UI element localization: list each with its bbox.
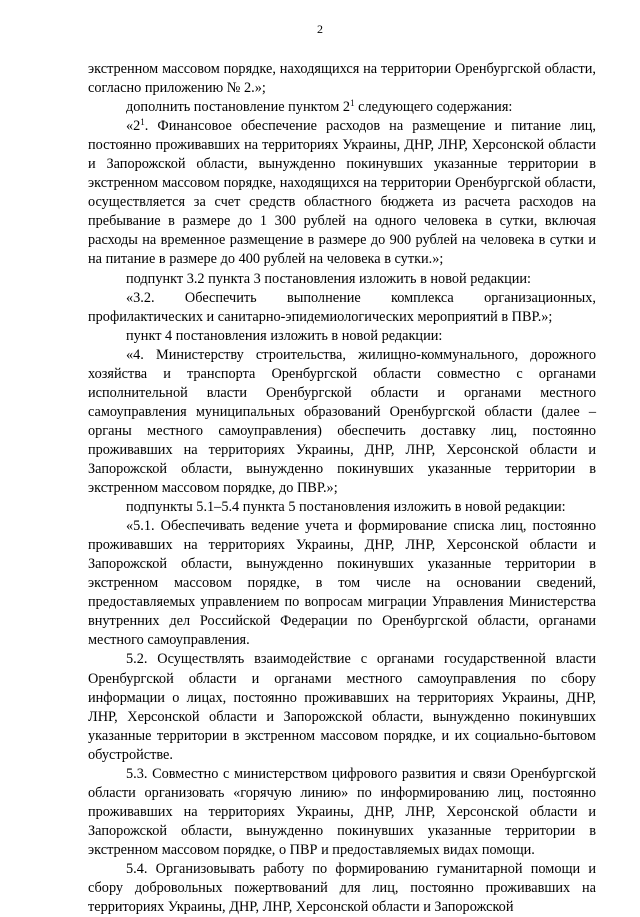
paragraph-text: дополнить постановление пунктом 2	[126, 99, 351, 116]
paragraph-subpoint-5-1: «5.1. Обеспечивать ведение учета и формирование списка лиц, постоянно проживавших на территориях Украины, ДНР, ЛНР, Херсонской области и Запорожской области, вынужденно покинувших указанные территории в экстренном массовом порядке, в том числе на основании сведений, предоставляемых управлением по вопросам миграции Управления Министерства внутренних дел Российской Федерации по Оренбургской области, органами местного самоуправления.	[88, 518, 596, 649]
paragraph-point-4-intro: пункт 4 постановления изложить в новой редакции:	[126, 327, 443, 344]
paragraph-subpoint-5-4: 5.4. Организовывать работу по формированию гуманитарной помощи и сбору добровольных пожертвований для лиц, постоянно проживавших на территориях Украины, ДНР, ЛНР, Херсонской области и Запорожской	[88, 860, 596, 916]
document-body	[88, 60, 596, 917]
paragraph-text: следующего содержания:	[354, 99, 513, 116]
paragraph-point-2-1	[88, 117, 596, 269]
paragraph-add-point	[88, 98, 596, 117]
paragraph-continuation: экстренном массовом порядке, находящихся на территории Оренбургской области, согласно приложению № 2.»;	[88, 61, 596, 97]
paragraph-subpoint-5-2: 5.2. Осуществлять взаимодействие с органами государственной власти Оренбургской области и органами местного самоуправления по сбору информации о лицах, постоянно проживавших на территориях Украины, ДНР, ЛНР, Херсонской области и Запорожской области, вынужденно покинувших указанные территории в экстренном массовом порядке, и их социально-бытовом обустройстве.	[88, 651, 596, 763]
paragraph-subpoint-3-2-intro: подпункт 3.2 пункта 3 постановления изложить в новой редакции:	[126, 270, 532, 287]
paragraph-subpoint-5-3: 5.3. Совместно с министерством цифрового развития и связи Оренбургской области организовать «горячую линию» по информированию лиц, постоянно проживавших на территориях Украины, ДНР, ЛНР, Херсонской области и Запорожской области, вынужденно покинувших указанные территории в экстренном массовом порядке, о ПВР и предоставляемых видах помощи.	[88, 765, 596, 858]
paragraph-point-4: «4. Министерству строительства, жилищно-коммунального, дорожного хозяйства и транспорта Оренбургской области совместно с органами исполнительной власти Оренбургской области и органами местного самоуправления муниципальных образований Оренбургской области (далее – органы местного самоуправления) обеспечить доставку лиц, постоянно проживавших на территориях Украины, ДНР, ЛНР, Херсонской области и Запорожской области, вынужденно покинувших указанные территории в экстренном массовом порядке, до ПВР.»;	[88, 346, 596, 497]
superscript: 1	[350, 98, 355, 109]
paragraph-text: . Финансовое обеспечение расходов на размещение и питание лиц, постоянно проживавших на территориях Украины, ДНР, ЛНР, Херсонской области и Запорожской области, вынужденно покинувших указанные территории в экстренном массовом порядке, находящихся на территории Оренбургской области, осуществляется за счет средств областного бюджета из расчета расходов на пребывание в размере до 1 300 рублей на одного человека в сутки, включая расходы на временное размещение в размере до 900 рублей на человека в сутки и на питание в размере до 400 рублей на человека в сутки.»;	[88, 118, 596, 268]
paragraph-subpoint-3-2: «3.2. Обеспечить выполнение комплекса организационных, профилактических и санитарно-эпидемиологических мероприятий в ПВР.»;	[88, 289, 596, 325]
paragraph-subpoints-5-intro: подпункты 5.1–5.4 пункта 5 постановления изложить в новой редакции:	[126, 499, 566, 516]
page-number: 2	[317, 22, 323, 36]
paragraph-text: «2	[126, 118, 141, 135]
superscript: 1	[140, 117, 145, 128]
